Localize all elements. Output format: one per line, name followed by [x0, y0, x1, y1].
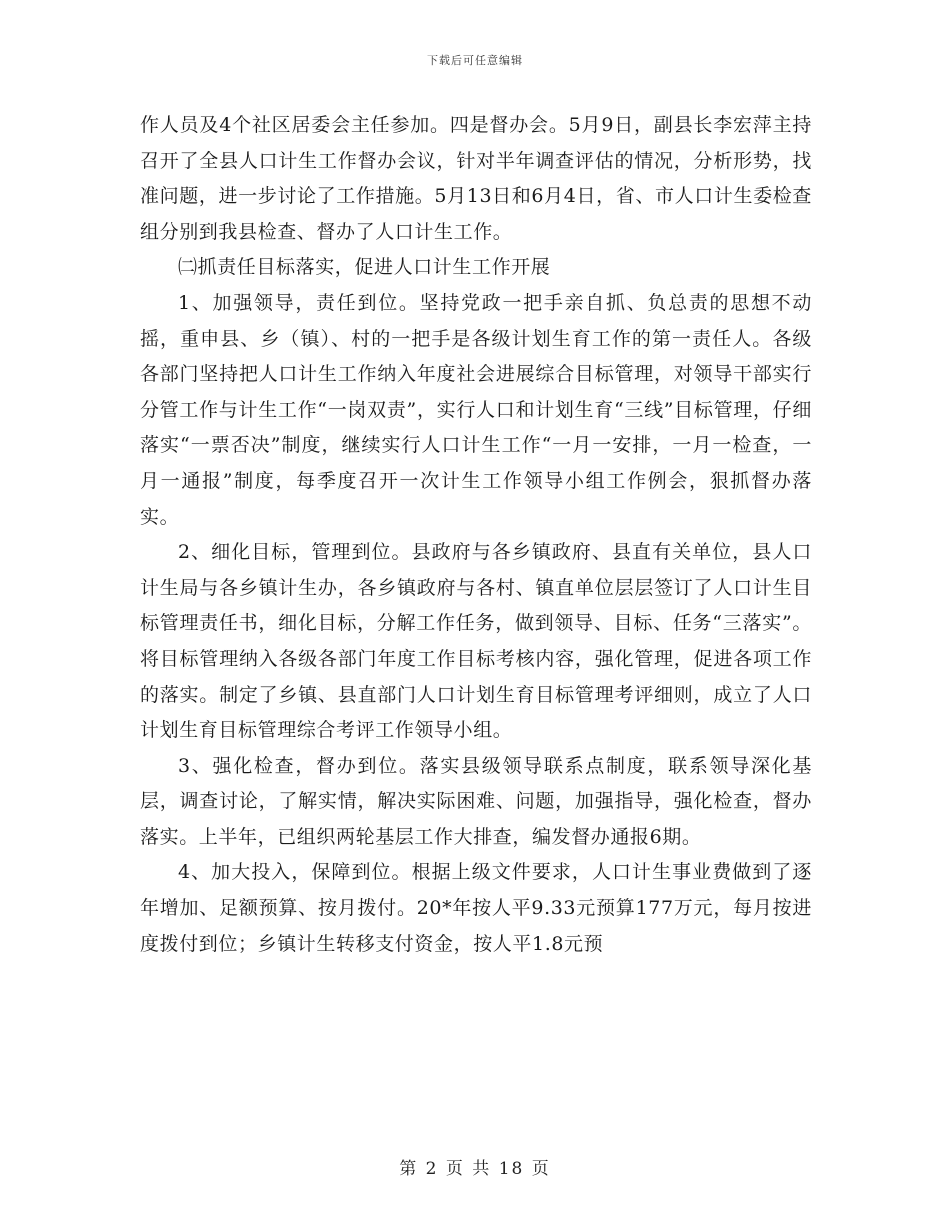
page-header: 下载后可任意编辑 — [427, 54, 523, 67]
section-heading: ㈡抓责任目标落实，促进人口计生工作开展 — [178, 256, 551, 279]
page-number: 第 2 页 共 18 页 — [399, 1159, 551, 1179]
paragraph-item-1: 1、加强领导，责任到位。坚持党政一把手亲自抓、负总责的思想不动摇，重申县、乡（镇）、村的一把手是各级计划生育工作的第一责任人。各级各部门坚持把人口计生工作纳入年度社会进展综合目标管理，对领导干部实行分管工作与计生工作“一岗双责”，实行人口和计划生育“三线”目标管理，仔细落实“一票否决”制度，继续实行人口计生工作“一月一安排，一月一检查，一月一通报”制度，每季度召开一次计生工作领导小组工作例会，狠抓督办落实。 — [140, 291, 812, 528]
paragraph-item-2: 2、细化目标，管理到位。县政府与各乡镇政府、县直有关单位，县人口计生局与各乡镇计生办，各乡镇政府与各村、镇直单位层层签订了人口计生目标管理责任书，细化目标，分解工作任务，做到领导、目标、任务“三落实”。将目标管理纳入各级各部门年度工作目标考核内容，强化管理，促进各项工作的落实。制定了乡镇、县直部门人口计划生育目标管理考评细则，成立了人口计划生育目标管理综合考评工作领导小组。 — [140, 541, 812, 742]
paragraph-item-4: 4、加大投入，保障到位。根据上级文件要求，人口计生事业费做到了逐年增加、足额预算、按月拨付。20*年按人平9.33元预算177万元，每月按进度拨付到位；乡镇计生转移支付资金，按人平1.8元预 — [140, 861, 812, 955]
document-body — [140, 108, 812, 962]
paragraph-item-3: 3、强化检查，督办到位。落实县级领导联系点制度，联系领导深化基层，调查讨论，了解实情，解决实际困难、问题，加强指导，强化检查，督办落实。上半年，已组织两轮基层工作大排查，编发督办通报6期。 — [140, 754, 812, 848]
paragraph-continuation: 作人员及4个社区居委会主任参加。四是督办会。5月9日，副县长李宏萍主持召开了全县人口计生工作督办会议，针对半年调查评估的情况，分析形势，找准问题，进一步讨论了工作措施。5月13日和6月4日，省、市人口计生委检查组分别到我县检查、督办了人口计生工作。 — [140, 114, 812, 243]
